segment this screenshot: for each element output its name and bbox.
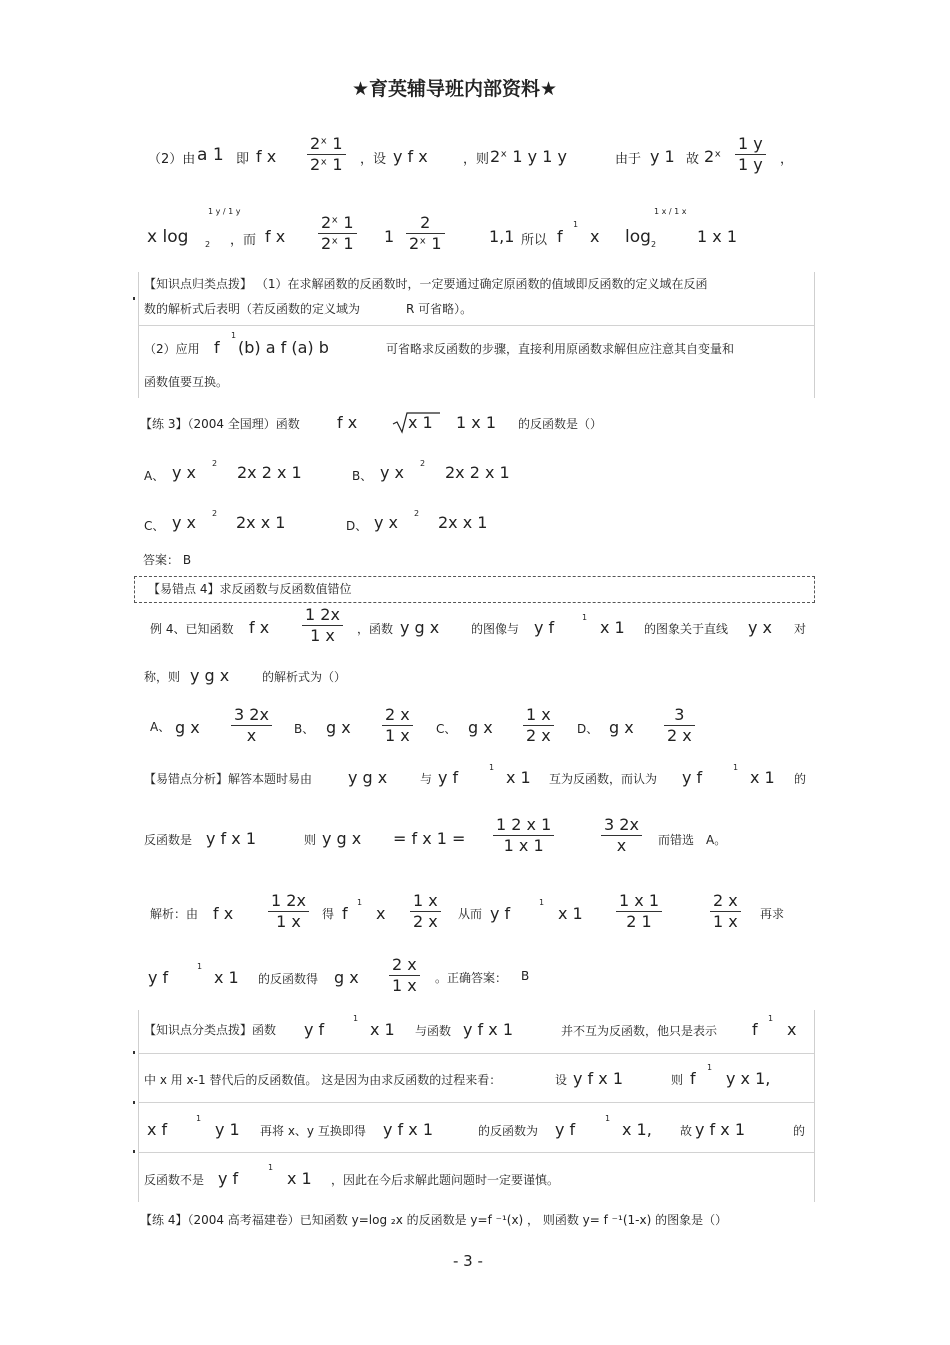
option-label: D、 [346, 519, 368, 533]
superscript: 1 [196, 1114, 202, 1123]
superscript: 1 [539, 898, 545, 907]
margin-mark [133, 1101, 135, 1104]
fraction: $\frac{1 x}{2 x}$ [410, 891, 441, 932]
superscript: 1 y / 1 y [208, 207, 241, 216]
math: y x 1, [726, 1069, 771, 1088]
fraction: $\frac{2 x}{1 x}$ [382, 705, 413, 746]
page-number: - 3 - [453, 1252, 483, 1270]
superscript: 1 [197, 962, 203, 971]
text: 故 [686, 152, 700, 167]
superscript: 1 [357, 898, 363, 907]
text: ， [780, 152, 794, 167]
divider [138, 1053, 814, 1054]
text: 即 [236, 152, 250, 167]
text: 由于 [615, 152, 642, 167]
math: g x [609, 718, 634, 737]
math: f [557, 227, 563, 246]
text: 的 [794, 772, 807, 786]
text: 。正确答案： [435, 971, 508, 985]
math: x f [147, 1120, 168, 1139]
math: x 1 [214, 968, 239, 987]
text: 的图像与 [471, 622, 520, 636]
subscript: 2 [205, 240, 211, 249]
text: 得 [322, 907, 335, 921]
text: 反函数不是 [144, 1173, 205, 1187]
text: 的解析式为（） [262, 670, 347, 684]
math: y f x [393, 147, 428, 166]
margin-mark [133, 297, 135, 300]
math: a 1 [197, 145, 224, 165]
superscript: 1 [231, 331, 237, 340]
math: x 1 [558, 904, 583, 923]
text: ，则 [463, 152, 490, 167]
math: y 1 [650, 147, 675, 166]
knowledge-point-line: 可省略求反函数的步骤，直接利用原函数求解但应注意其自变量和 [386, 342, 735, 356]
math: = f x 1 = [393, 829, 466, 848]
math: 1 [384, 227, 395, 246]
superscript: 1 x / 1 x [654, 207, 687, 216]
math: x 1, [622, 1120, 652, 1139]
text: ，因此在今后求解此题问题时一定要谨慎。 [331, 1173, 560, 1187]
math: 2x x 1 [438, 513, 488, 532]
fraction: $\frac{\text{2ˣ 1}}{\text{2ˣ 1}}$ [307, 134, 346, 175]
option-label: B、 [352, 469, 373, 483]
math: y x [172, 463, 197, 482]
math: x 1 [408, 413, 433, 432]
math: f [342, 904, 348, 923]
subscript: 2 [651, 240, 657, 249]
fraction: $\frac{\text{2ˣ 1}}{\text{2ˣ 1}}$ [318, 213, 357, 254]
text: ，设 [360, 152, 387, 167]
math: g x [175, 718, 200, 737]
math: g x [468, 718, 493, 737]
math: log [625, 227, 651, 247]
math: y f [682, 768, 703, 787]
exercise-4: 【练 4】（2004 高考福建卷）已知函数 y=log ₂x 的反函数是 y=f ⁻¹(x) ， 则函数 y= f ⁻¹(1-x) 的图象是（） [140, 1213, 728, 1227]
math: f x [265, 227, 286, 246]
math: y f x 1 [573, 1069, 624, 1088]
knowledge-point-line: 【知识点归类点拨】 （1）在求解函数的反函数时，一定要通过确定原函数的值域即反函数的定义域在反函 [144, 277, 708, 291]
fraction: $\frac{1 x 1}{2 1}$ [616, 891, 662, 932]
math: f [690, 1069, 696, 1088]
math: y f [304, 1020, 325, 1039]
math: y g x [400, 618, 440, 637]
math: 1 x 1 [697, 227, 737, 246]
math: y f x 1 [463, 1020, 514, 1039]
superscript: 1 [489, 763, 495, 772]
text: A。 [706, 833, 727, 847]
math: y f [555, 1120, 576, 1139]
math: x 1 [600, 618, 625, 637]
math: g x [334, 968, 359, 987]
option-label: C、 [144, 519, 165, 533]
fraction: $\frac{2}{\text{2ˣ 1}}$ [406, 213, 445, 254]
math: y x [172, 513, 197, 532]
math: x [590, 227, 600, 246]
text: 的图象关于直线 [644, 622, 729, 636]
math: f x [213, 904, 234, 923]
fraction: $\frac{3 2x}{x}$ [231, 705, 272, 746]
math: y x [748, 618, 773, 637]
math: y f [534, 618, 555, 637]
superscript: 1 [268, 1163, 274, 1172]
text: 设 [555, 1073, 568, 1087]
math: x 1 [370, 1020, 395, 1039]
math: 2x x 1 [236, 513, 286, 532]
text: 与 [420, 772, 433, 786]
math: y g x [322, 829, 362, 848]
text: 【知识点分类点拨】函数 [144, 1023, 277, 1037]
text: 并不互为反函数，他只是表示 [561, 1024, 718, 1038]
math: y x [380, 463, 405, 482]
text: 与函数 [415, 1024, 452, 1038]
math: x 1 [287, 1169, 312, 1188]
text: 则 [304, 833, 317, 847]
text: 【易错点分析】解答本题时易由 [144, 772, 313, 786]
math: x [376, 904, 386, 923]
text: 【练 3】（2004 全国理）函数 [140, 417, 300, 431]
fraction: $\frac{1 2x}{1 x}$ [302, 605, 343, 646]
knowledge-point-line: R 可省略）。 [406, 302, 473, 316]
math: 2ˣ 1 y 1 y [490, 147, 567, 166]
superscript: 1 [573, 220, 579, 229]
math: y f [438, 768, 459, 787]
math: y 1 [215, 1120, 240, 1139]
text: 则 [671, 1073, 684, 1087]
option-label: C、 [436, 722, 457, 736]
text: 而错选 [658, 833, 695, 847]
text: 中 x 用 x-1 替代后的反函数值。 这是因为由求反函数的过程来看： [144, 1073, 502, 1087]
math: y g x [190, 666, 230, 685]
text: ，而 [230, 233, 257, 248]
text: ，函数 [357, 622, 394, 636]
superscript: 1 [733, 763, 739, 772]
superscript: 1 [707, 1063, 713, 1072]
math: f [752, 1020, 758, 1039]
divider [138, 1152, 814, 1153]
superscript: 1 [768, 1014, 774, 1023]
superscript: 1 [353, 1014, 359, 1023]
math: f [214, 338, 220, 357]
text: 再将 x、y 互换即得 [260, 1124, 366, 1138]
margin-mark [133, 1150, 135, 1153]
math: y g x [348, 768, 388, 787]
fraction: $\frac{3 2x}{x}$ [601, 815, 642, 856]
fraction: $\frac{2 x}{1 x}$ [389, 955, 420, 996]
math: x log [147, 227, 189, 247]
answer: 答案： B [143, 553, 192, 567]
fraction: $\frac{1 2 x 1}{1 x 1}$ [493, 815, 554, 856]
math: (b) a f (a) b [238, 338, 329, 357]
math: x 1 [750, 768, 775, 787]
math: 2x 2 x 1 [445, 463, 510, 482]
text: 的反函数是（） [518, 417, 603, 431]
superscript: 1 [605, 1114, 611, 1123]
fraction: $\frac{2 x}{1 x}$ [710, 891, 741, 932]
divider [138, 325, 814, 326]
math: y f [218, 1169, 239, 1188]
text: 从而 [458, 907, 483, 921]
text: 称，则 [144, 670, 181, 684]
math: 1 x 1 [456, 413, 496, 432]
option-label: A、 [150, 720, 171, 734]
text: 所以 [521, 233, 548, 248]
text: 反函数是 [144, 833, 193, 847]
math: 2x 2 x 1 [237, 463, 302, 482]
text: 再求 [760, 907, 785, 921]
text: 的 [793, 1124, 806, 1138]
text: B [521, 969, 530, 983]
page-header-title: ★育英辅导班内部资料★ [352, 78, 558, 100]
math: y f [490, 904, 511, 923]
knowledge-point-line: （2）应用 [144, 342, 200, 356]
error-point-heading: 【易错点 4】求反函数与反函数值错位 [148, 582, 352, 596]
option-label: B、 [294, 722, 315, 736]
text: （2）由 [148, 152, 196, 167]
text: 的反函数得 [258, 972, 319, 986]
math: 2ˣ [704, 147, 722, 166]
math: y f x 1 [383, 1120, 434, 1139]
math: y f x 1 [206, 829, 257, 848]
superscript: 2 [414, 509, 420, 518]
text: 例 4、已知函数 [150, 622, 234, 636]
text: 对 [794, 622, 807, 636]
text: 互为反函数，而认为 [549, 772, 658, 786]
superscript: 1 [582, 613, 588, 622]
fraction: $\frac{1 x}{2 x}$ [523, 705, 554, 746]
math: x 1 [506, 768, 531, 787]
math: f x [337, 413, 358, 432]
math: y f [148, 968, 169, 987]
math: f x [249, 618, 270, 637]
math: y x [374, 513, 399, 532]
math: y f x 1 [695, 1120, 746, 1139]
fraction: $\frac{1 2x}{1 x}$ [268, 891, 309, 932]
math: 1,1 [489, 227, 515, 246]
superscript: 2 [212, 509, 218, 518]
text: 故 [680, 1124, 693, 1138]
superscript: 2 [212, 459, 218, 468]
fraction: $\frac{1 y}{1 y}$ [735, 134, 766, 175]
math: f x [256, 147, 277, 166]
math: g x [326, 718, 351, 737]
option-label: A、 [144, 469, 165, 483]
math: x [787, 1020, 797, 1039]
text: 的反函数为 [478, 1124, 539, 1138]
knowledge-point-line: 函数值要互换。 [144, 375, 229, 389]
fraction: $\frac{3}{2 x}$ [664, 705, 695, 746]
knowledge-point-line: 数的解析式后表明（若反函数的定义域为 [144, 302, 361, 316]
superscript: 2 [420, 459, 426, 468]
option-label: D、 [577, 722, 599, 736]
divider [138, 1102, 814, 1103]
text: 解析：由 [150, 907, 199, 921]
margin-mark [133, 1051, 135, 1054]
